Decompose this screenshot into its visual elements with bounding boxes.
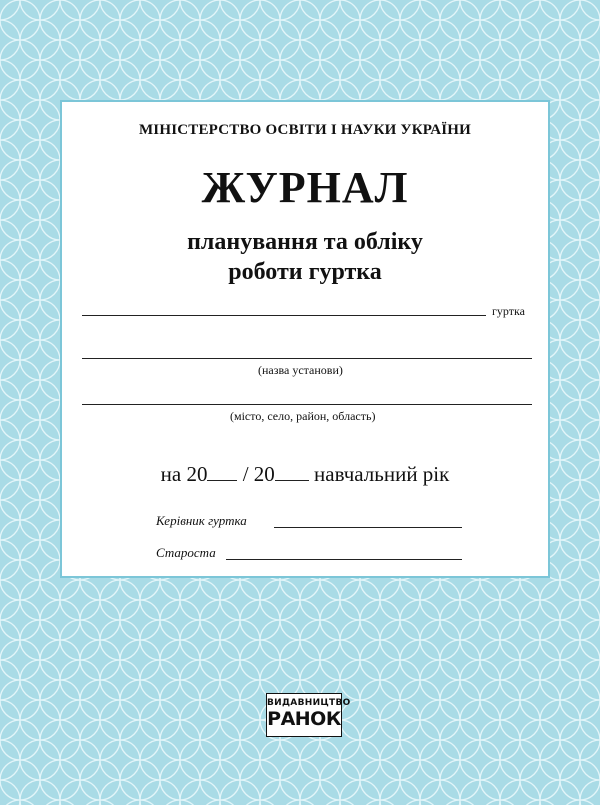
publisher-label-small: ВИДАВНИЦТВО <box>267 698 351 708</box>
year-separator: / 20 <box>242 462 275 486</box>
publisher-label-big: РАНОК <box>267 708 341 730</box>
club-leader-label: Керівник гуртка <box>156 513 247 528</box>
year-prefix: на 20 <box>160 462 208 486</box>
publisher-logo <box>266 693 351 737</box>
headman-line[interactable] <box>226 559 462 560</box>
ministry-heading: МІНІСТЕРСТВО ОСВІТИ І НАУКИ УКРАЇНИ <box>138 122 472 138</box>
year-start-blank[interactable] <box>207 462 237 481</box>
year-end-blank[interactable] <box>275 462 309 481</box>
club-suffix-label: гуртка <box>492 304 525 318</box>
year-suffix: навчальний рік <box>314 462 450 486</box>
location-line[interactable] <box>82 404 532 405</box>
club-name-line[interactable] <box>82 315 486 316</box>
subtitle-line-2: роботи гуртка <box>228 259 382 285</box>
location-caption: (місто, село, район, область) <box>230 409 376 423</box>
white-title-panel <box>60 100 550 578</box>
institution-name-line[interactable] <box>82 358 532 359</box>
institution-caption: (назва установи) <box>258 363 343 377</box>
subtitle-line-1: планування та обліку <box>187 229 423 255</box>
academic-year-row <box>62 462 548 487</box>
headman-label: Староста <box>156 545 216 560</box>
club-leader-line[interactable] <box>274 527 462 528</box>
journal-title: ЖУРНАЛ <box>201 163 409 212</box>
